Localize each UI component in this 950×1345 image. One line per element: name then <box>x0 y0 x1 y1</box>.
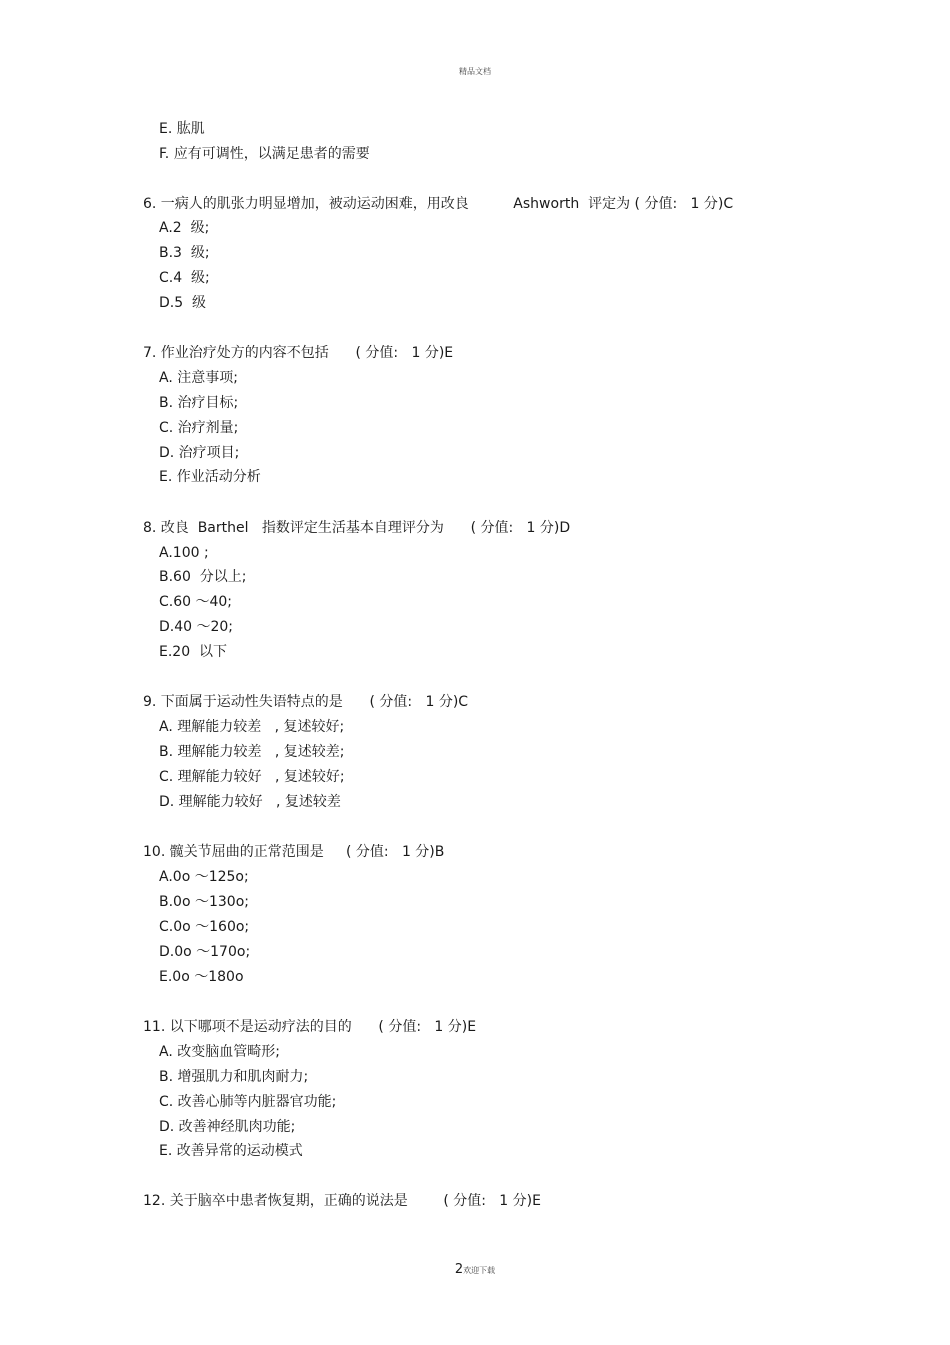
answer-option: E. 作业活动分析 <box>159 469 261 485</box>
answer-option: D. 治疗项目; <box>159 445 240 461</box>
answer-option: C. 治疗剂量; <box>159 420 239 436</box>
question-text: 6. 一病人的肌张力明显增加，被动运动困难，用改良 Ashworth 评定为 ( 分值: 1 分)C <box>143 196 734 212</box>
question-text: 10. 髋关节屈曲的正常范围是 ( 分值: 1 分)B <box>143 844 445 860</box>
answer-option: A. 理解能力较差 , 复述较好; <box>159 719 345 735</box>
answer-option: D.5 级 <box>159 295 207 311</box>
answer-option: F. 应有可调性，以满足患者的需要 <box>159 146 370 162</box>
question-text: 8. 改良 Barthel 指数评定生活基本自理评分为 ( 分值: 1 分)D <box>143 520 571 536</box>
answer-option: C.0o ～160o; <box>159 919 250 935</box>
footer-note: 欢迎下载 <box>463 1266 496 1275</box>
answer-option: E. 肱肌 <box>159 121 205 137</box>
answer-option: A.0o ～125o; <box>159 869 249 885</box>
answer-option: A.2 级; <box>159 220 210 236</box>
page-number: 2 <box>454 1262 464 1277</box>
answer-option: D.40 ～20; <box>159 619 234 635</box>
answer-option: E. 改善异常的运动模式 <box>159 1143 303 1159</box>
answer-option: E.20 以下 <box>159 644 228 660</box>
answer-option: C.4 级; <box>159 270 210 286</box>
answer-option: B.0o ～130o; <box>159 894 249 910</box>
question-text: 12. 关于脑卒中患者恢复期，正确的说法是 ( 分值: 1 分)E <box>143 1193 541 1209</box>
answer-option: C.60 ～40; <box>159 594 233 610</box>
question-text: 11. 以下哪项不是运动疗法的目的 ( 分值: 1 分)E <box>143 1019 477 1035</box>
answer-option: B. 理解能力较差 , 复述较差; <box>159 744 345 760</box>
answer-option: A.100 ; <box>159 545 209 561</box>
answer-option: B. 治疗目标; <box>159 395 239 411</box>
answer-option: D. 理解能力较好 , 复述较差 <box>159 794 341 810</box>
answer-option: C. 理解能力较好 , 复述较好; <box>159 769 345 785</box>
answer-option: B.3 级; <box>159 245 210 261</box>
page-header: 精品文档 <box>459 67 491 76</box>
answer-option: C. 改善心肺等内脏器官功能; <box>159 1094 337 1110</box>
question-text: 7. 作业治疗处方的内容不包括 ( 分值: 1 分)E <box>143 345 454 361</box>
answer-option: D.0o ～170o; <box>159 944 251 960</box>
answer-option: E.0o ～180o <box>159 969 244 985</box>
answer-option: B.60 分以上; <box>159 569 247 585</box>
page-footer <box>0 1258 950 1277</box>
answer-option: B. 增强肌力和肌肉耐力; <box>159 1069 309 1085</box>
answer-option: A. 注意事项; <box>159 370 238 386</box>
answer-option: D. 改善神经肌肉功能; <box>159 1119 296 1135</box>
question-text: 9. 下面属于运动性失语特点的是 ( 分值: 1 分)C <box>143 694 469 710</box>
answer-option: A. 改变脑血管畸形; <box>159 1044 280 1060</box>
